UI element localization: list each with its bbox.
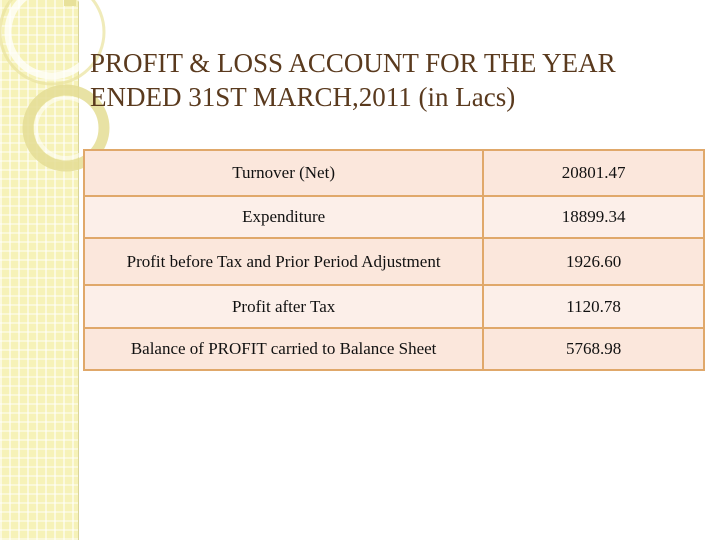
- table-row: [84, 150, 704, 196]
- row-value-profit-after-tax: 1120.78: [483, 285, 704, 328]
- row-value-expenditure: 18899.34: [483, 196, 704, 238]
- profit-loss-table: [83, 149, 705, 371]
- title-line-2: ENDED 31ST MARCH,2011 (in Lacs): [90, 82, 516, 112]
- row-label-balance-carried: Balance of PROFIT carried to Balance Sheet: [84, 328, 483, 370]
- profit-loss-table-container: [83, 149, 705, 371]
- row-value-balance-carried: 5768.98: [483, 328, 704, 370]
- row-label-turnover: Turnover (Net): [84, 150, 483, 196]
- table-row: [84, 238, 704, 285]
- table-row: [84, 285, 704, 328]
- table-row: [84, 328, 704, 370]
- row-label-profit-after-tax: Profit after Tax: [84, 285, 483, 328]
- row-value-turnover: 20801.47: [483, 150, 704, 196]
- page-title: [90, 46, 700, 114]
- row-label-expenditure: Expenditure: [84, 196, 483, 238]
- row-label-profit-before-tax: Profit before Tax and Prior Period Adjustment: [84, 238, 483, 285]
- title-line-1: PROFIT & LOSS ACCOUNT FOR THE YEAR: [90, 48, 616, 78]
- row-value-profit-before-tax: 1926.60: [483, 238, 704, 285]
- table-row: [84, 196, 704, 238]
